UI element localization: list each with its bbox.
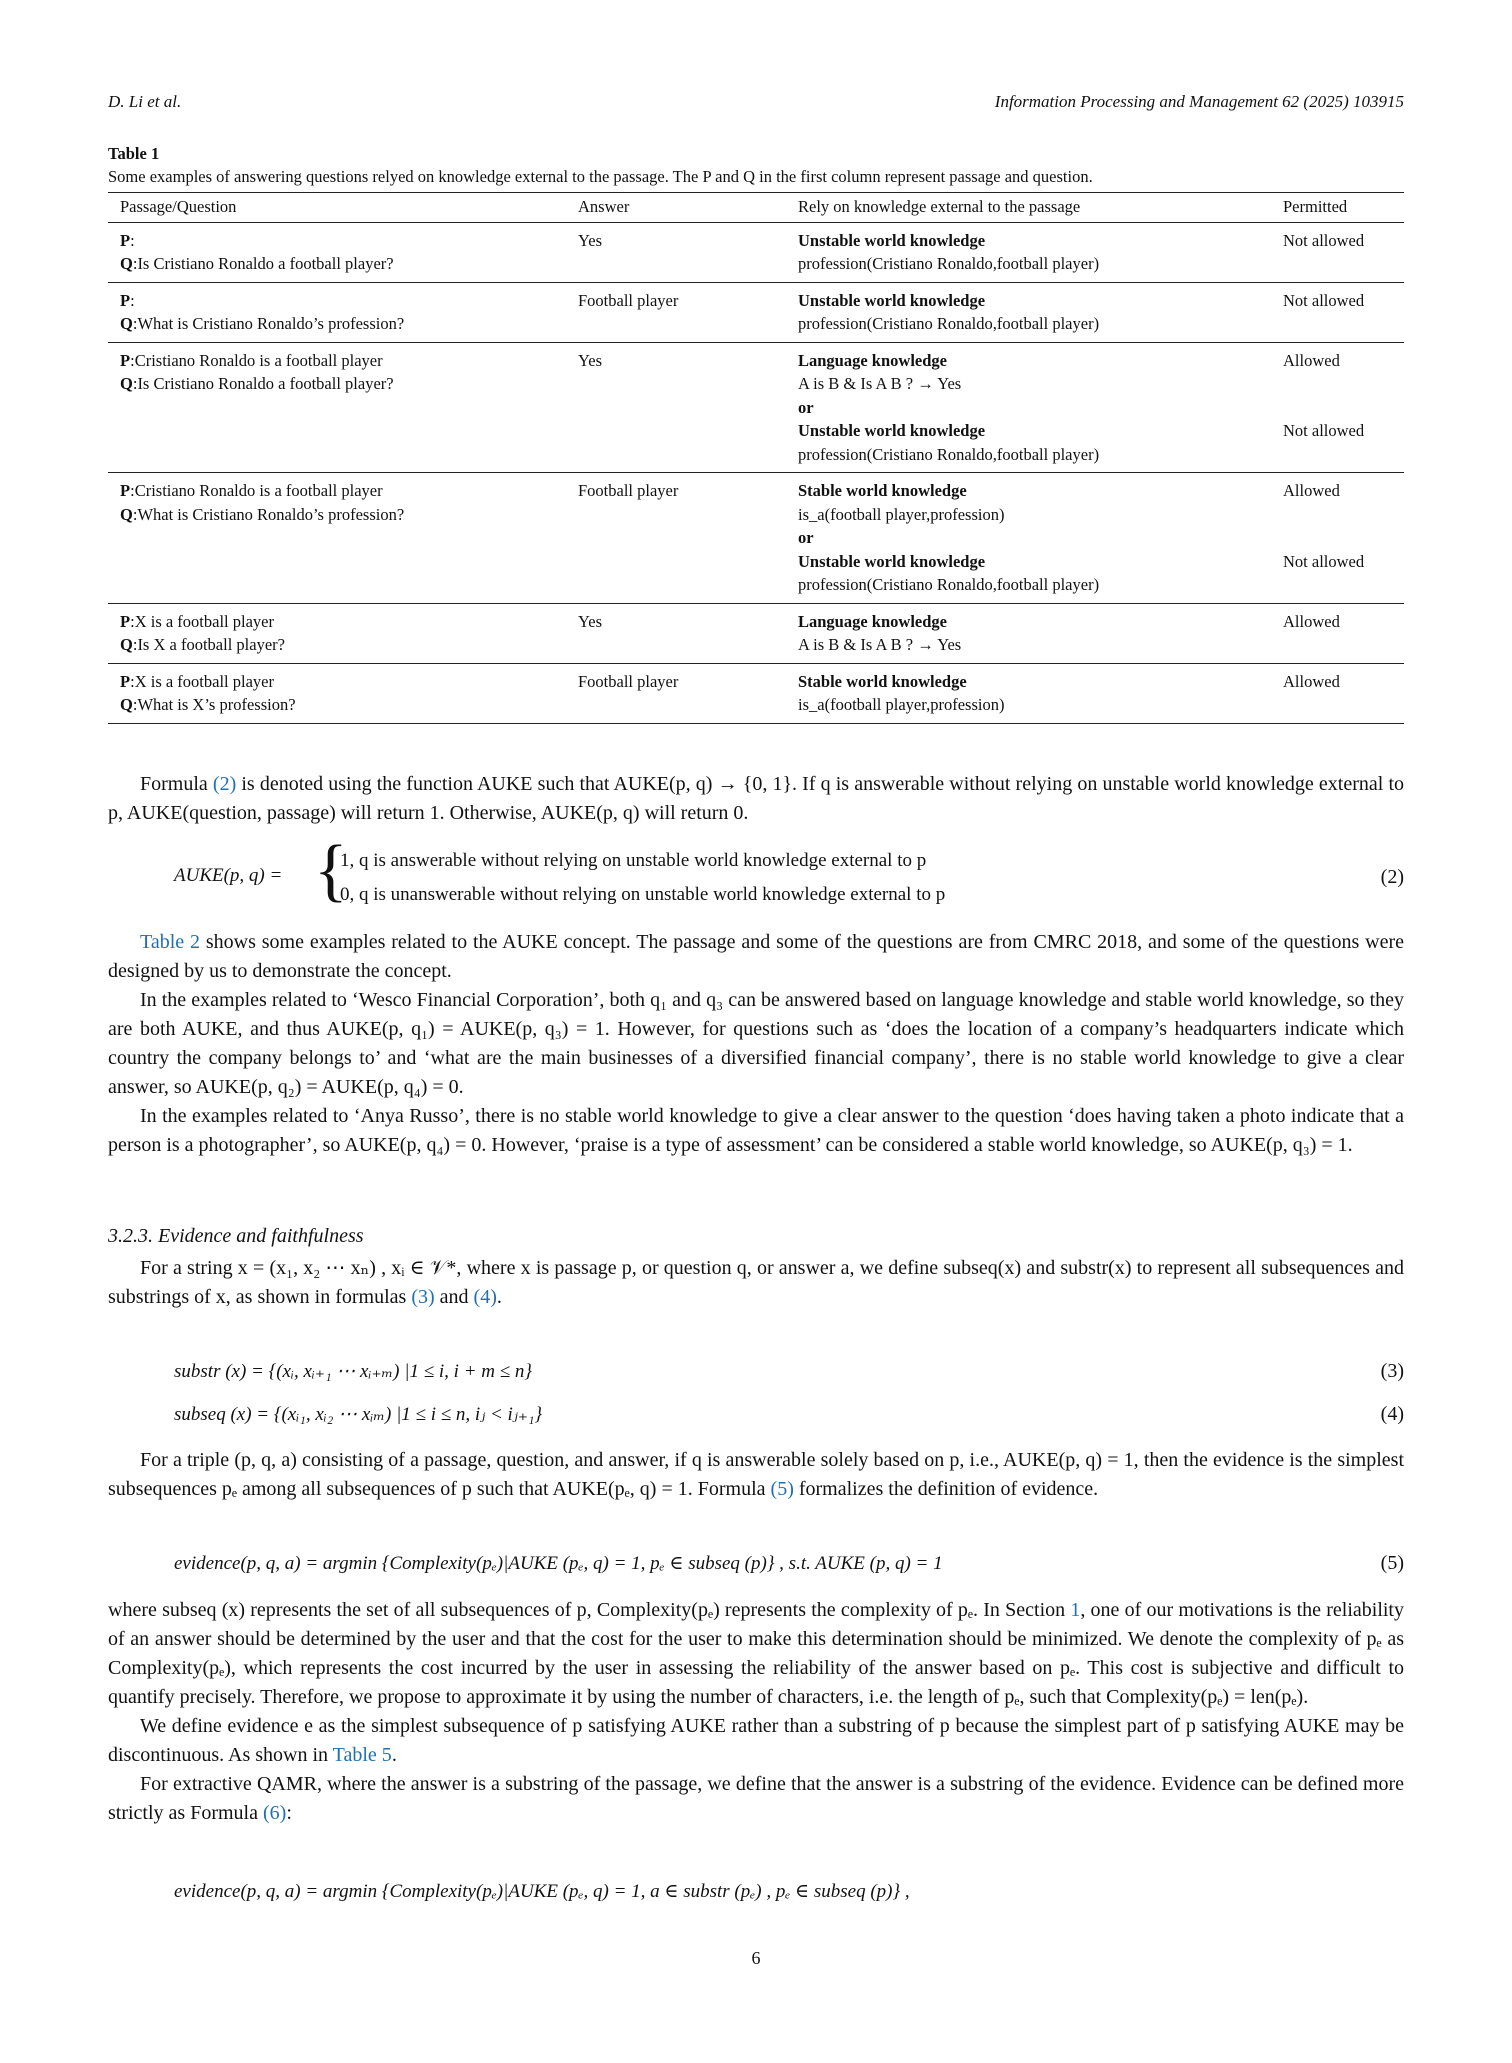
table-row [108,282,1404,342]
eq4-number: (4) [1380,1403,1404,1425]
p7-text-a: where subseq (x) represents the set of all subsequences of p, Complexity(pₑ) represents the complexity of pₑ. In Section [108,1599,1071,1621]
question-line: Q:Is X a football player? [120,635,285,654]
p1-text-a: Formula [140,773,213,795]
question-text: Is Cristiano Ronaldo a football player? [137,374,394,393]
cell-knowledge [786,282,1271,342]
permitted-line [1283,573,1392,597]
table-2-link[interactable]: Table 2 [140,931,201,953]
cell-answer: Yes [566,603,786,663]
p9-text-b: : [286,1802,292,1824]
passage-line: P:Cristiano Ronaldo is a football player [120,481,383,500]
cell-answer: Football player [566,282,786,342]
permitted-line: Not allowed [1283,230,1365,250]
paragraph-block-2 [108,1596,1404,1828]
cell-permitted [1271,342,1404,473]
eq2-case-0: 0, q is unanswerable without relying on unstable world knowledge external to p [340,884,946,905]
eq5-number: (5) [1380,1552,1404,1574]
question-line: Q:What is X’s profession? [120,695,296,714]
q-label: Q [120,695,133,714]
cell-knowledge [786,603,1271,663]
passage-text: X is a football player [134,671,274,691]
p2-text: shows some examples related to the AUKE concept. The passage and some of the questions are from CMRC 2018, and some of the questions were designed by us to demonstrate the concept. [108,931,1404,982]
passage-line: P:X is a football player [120,671,274,691]
permitted-line: Not allowed [1283,421,1365,440]
permitted-line [1283,312,1392,336]
p-label: P [120,290,131,310]
p-label: P [120,230,131,250]
page-number: 6 [751,1948,761,1968]
table-row [108,222,1404,282]
col-header-passage: Passage/Question [108,193,566,223]
question-text: What is Cristiano Ronaldo’s profession? [137,314,405,333]
eq2-case-1: 1, q is answerable without relying on unstable world knowledge external to p [340,850,927,871]
knowledge-line: Unstable world knowledge [798,421,986,440]
permitted-line [1283,526,1392,550]
table-label: Table 1 [108,144,160,163]
question-text: What is X’s profession? [137,695,296,714]
permitted-line: Not allowed [1283,290,1365,310]
question-line: Q:What is Cristiano Ronaldo’s profession? [120,314,405,333]
knowledge-line: Language knowledge [798,350,947,370]
paragraph-5 [108,1254,1404,1312]
paragraph-6 [108,1446,1404,1504]
p-label: P [120,481,131,500]
p-label: P [120,611,131,631]
equation-3: substr (x) = {(xᵢ, xᵢ₊₁ ⋯ xᵢ₊ₘ) |1 ≤ i, i + m ≤ n} [174,1361,533,1382]
permitted-line [1283,693,1392,717]
passage-line: P: [120,230,135,250]
passage-text: Cristiano Ronaldo is a football player [134,350,383,370]
knowledge-line: profession(Cristiano Ronaldo,football player) [798,314,1100,333]
question-text: Is X a football player? [137,635,285,654]
cell-passage-question [108,473,566,604]
p8-text-a: We define evidence e as the simplest subsequence of p satisfying AUKE rather than a substring of p because the simplest part of p satisfying AUKE may be discontinuous. As shown in [108,1715,1404,1766]
permitted-line [1283,443,1392,467]
col-header-knowledge: Rely on knowledge external to the passage [786,193,1271,223]
eq2-brace: { [314,832,348,909]
question-line: Q:What is Cristiano Ronaldo’s profession? [120,504,405,524]
cell-passage-question [108,282,566,342]
permitted-line: Allowed [1283,611,1340,631]
cell-answer: Yes [566,342,786,473]
cell-passage-question [108,663,566,723]
knowledge-line: Stable world knowledge [798,671,967,691]
knowledge-line: profession(Cristiano Ronaldo,football player) [798,254,1100,273]
cell-answer: Football player [566,473,786,604]
p3-text: In the examples related to ‘Wesco Financial Corporation’, both q₁ and q₃ can be answered based on language knowledge and stable world knowledge, so they are both AUKE, and thus AUKE(p, q₁) = AUKE(p, q₃) = 1. However, for questions such as ‘does the location of a company’s headquarters indicate which country the company belongs to’ and ‘what are the main businesses of a diversified financial company’, there is no stable world knowledge to give a clear answer, so AUKE(p, q₂) = AUKE(p, q₄) = 0. [108,989,1404,1098]
knowledge-line: profession(Cristiano Ronaldo,football player) [798,444,1100,464]
cell-permitted [1271,603,1404,663]
header-authors: D. Li et al. [108,92,182,111]
knowledge-line: profession(Cristiano Ronaldo,football player) [798,575,1100,594]
permitted-line: Not allowed [1283,551,1365,571]
table-caption-text: Some examples of answering questions relyed on knowledge external to the passage. The P and Q in the first column represent passage and question. [108,167,1093,186]
p1-text-b: is denoted using the function AUKE such that AUKE(p, q) → {0, 1}. If q is answerable without relying on unstable world knowledge external to p, AUKE(question, passage) will return 1. Otherwise, AUKE(p, q) will return 0. [108,773,1404,824]
table-row [108,473,1404,604]
q-label: Q [120,504,133,524]
table-row [108,603,1404,663]
knowledge-line: or [798,528,814,547]
knowledge-line: Unstable world knowledge [798,230,986,250]
p5-text-mid: and [434,1286,474,1308]
table-1 [108,192,1404,724]
p7-text-b: , one of our motivations is the reliability of an answer should be determined by the user and that the cost for the user to make this determination should be minimized. We denote the complexity of pₑ as Complexity(pₑ), which represents the cost incurred by the user in assessing the reliability of the answer based on pₑ. This cost is subjective and difficult to quantify precisely. Therefore, we propose to approximate it by using the number of characters, i.e. the length of pₑ, such that Complexity(pₑ) = len(pₑ). [108,1599,1404,1708]
table-body [108,222,1404,723]
cell-passage-question [108,222,566,282]
p-label: P [120,671,131,691]
cell-knowledge [786,342,1271,473]
paragraph-1 [108,770,1404,828]
cell-passage-question [108,603,566,663]
section-1-link[interactable]: 1 [1070,1599,1081,1621]
permitted-line: Allowed [1283,350,1340,370]
q-label: Q [120,635,133,654]
running-header [108,92,1404,112]
knowledge-line: Unstable world knowledge [798,290,986,310]
cell-answer: Yes [566,222,786,282]
eq2-number: (2) [1380,866,1404,888]
q-label: Q [120,314,133,333]
formula-5-link[interactable]: (5) [770,1478,794,1500]
cell-answer: Football player [566,663,786,723]
q-label: Q [120,374,133,393]
cell-knowledge [786,473,1271,604]
formula-3-link[interactable]: (3) [411,1286,435,1308]
question-line: Q:Is Cristiano Ronaldo a football player? [120,374,394,393]
cell-permitted [1271,222,1404,282]
permitted-line [1283,252,1392,276]
eq2-lhs: AUKE(p, q) = [174,865,283,886]
question-text: What is Cristiano Ronaldo’s profession? [137,504,405,524]
knowledge-line: is_a(football player,profession) [798,695,1005,714]
p9-text-a: For extractive QAMR, where the answer is a substring of the passage, we define that the answer is a substring of the evidence. Evidence can be defined more strictly as Formula [108,1773,1404,1824]
knowledge-line: Stable world knowledge [798,481,967,500]
question-line: Q:Is Cristiano Ronaldo a football player? [120,254,394,273]
cell-permitted [1271,663,1404,723]
cell-permitted [1271,473,1404,604]
table-caption [108,142,1093,188]
passage-text: Cristiano Ronaldo is a football player [134,481,383,500]
cell-permitted [1271,282,1404,342]
permitted-line [1283,633,1392,657]
permitted-line [1283,372,1392,396]
passage-line: P:X is a football player [120,611,274,631]
p5-text-a: For a string x = (x₁, x₂ ⋯ xₙ) , xᵢ ∈ 𝒱*, where x is passage p, or question q, or answer a, we define subseq(x) and substr(x) to represent all subsequences and substrings of x, as shown in formulas [108,1257,1404,1308]
table-5-link[interactable]: Table 5 [332,1744,392,1766]
p8-text-b: . [391,1744,397,1766]
formula-6-link[interactable]: (6) [262,1802,287,1824]
knowledge-line: A is B & Is A B ? → Yes [798,635,962,654]
equation-5: evidence(p, q, a) = argmin {Complexity(pₑ)|AUKE (pₑ, q) = 1, pₑ ∈ subseq (p)} , s.t. AUKE (p, q) = 1 [174,1553,943,1574]
equation-4: subseq (x) = {(xᵢ₁, xᵢ₂ ⋯ xᵢₘ) |1 ≤ i ≤ n, iⱼ < iⱼ₊₁} [174,1404,543,1425]
permitted-line [1283,396,1392,420]
knowledge-line: Language knowledge [798,611,947,631]
permitted-line: Allowed [1283,481,1340,500]
eq3-number: (3) [1380,1360,1404,1382]
paragraph-block [108,928,1404,1160]
knowledge-line: Unstable world knowledge [798,551,986,571]
table-header-row [108,193,1404,223]
p6-text-b: formalizes the definition of evidence. [793,1478,1099,1500]
p4-text: In the examples related to ‘Anya Russo’, there is no stable world knowledge to give a clear answer to the question ‘does having taken a photo indicate that a person is a photographer’, so AUKE(p, q₄) = 0. However, ‘praise is a type of assessment’ can be considered a stable world knowledge, so AUKE(p, q₃) = 1. [108,1105,1404,1156]
col-header-permitted: Permitted [1271,193,1404,223]
question-text: Is Cristiano Ronaldo a football player? [137,254,394,273]
permitted-line [1283,503,1392,527]
q-label: Q [120,254,133,273]
cell-knowledge [786,222,1271,282]
passage-line: P: [120,290,135,310]
table-row [108,663,1404,723]
permitted-line: Allowed [1283,671,1340,691]
section-heading: 3.2.3. Evidence and faithfulness [108,1225,364,1247]
equation-6: evidence(p, q, a) = argmin {Complexity(pₑ)|AUKE (pₑ, q) = 1, a ∈ substr (pₑ) , pₑ ∈ subseq (p)} , [174,1881,910,1902]
p5-text-end: . [496,1286,502,1308]
p6-text-a: For a triple (p, q, a) consisting of a passage, question, and answer, if q is answerable solely based on p, i.e., AUKE(p, q) = 1, then the evidence is the simplest subsequences pₑ among all subsequences of p such that AUKE(pₑ, q) = 1. Formula [108,1449,1404,1500]
formula-2-link[interactable]: (2) [212,773,237,795]
knowledge-line: is_a(football player,profession) [798,504,1005,524]
table-row [108,342,1404,473]
passage-line: P:Cristiano Ronaldo is a football player [120,350,383,370]
cell-knowledge [786,663,1271,723]
col-header-answer: Answer [566,193,786,223]
cell-passage-question [108,342,566,473]
p-label: P [120,350,131,370]
knowledge-line: A is B & Is A B ? → Yes [798,374,962,393]
passage-text: X is a football player [134,611,274,631]
header-journal: Information Processing and Management 62 (2025) 103915 [994,92,1404,111]
formula-4-link[interactable]: (4) [473,1286,497,1308]
knowledge-line: or [798,397,814,417]
